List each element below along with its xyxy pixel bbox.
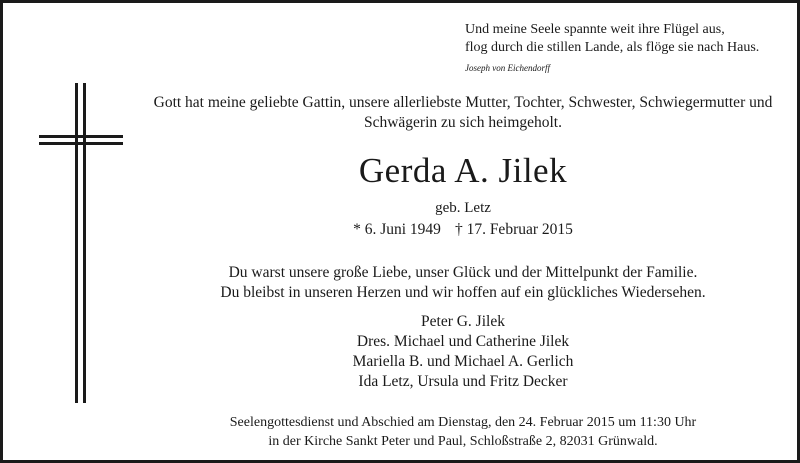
intro-text [123,93,800,133]
deceased-name: Gerda A. Jilek [358,151,568,190]
mourner-entry: Ida Letz, Ursula und Fritz Decker [358,373,568,390]
mourner-entry: Mariella B. und Michael A. Gerlich [352,353,574,370]
poem-author: Joseph von Eichendorff [465,63,550,73]
poem-quote [465,21,759,74]
service-line: Seelengottesdienst und Abschied am Dienstag, den 24. Februar 2015 um 11:30 Uhr [229,415,697,430]
service-info [123,413,800,451]
message-line: Du bleibst in unseren Herzen und wir hoffen auf ein glückliches Wiedersehen. [220,284,706,301]
message-line: Du warst unsere große Liebe, unser Glück und der Mittelpunkt der Familie. [228,264,698,281]
death-date: † 17. Februar 2015 [454,221,573,238]
intro-line: Schwägerin zu sich heimgeholt. [363,114,562,131]
poem-line: Und meine Seele spannte weit ihre Flügel aus, [465,22,725,37]
poem-line: flog durch die stillen Lande, als flöge sie nach Haus. [465,40,760,55]
mourner-entry: Peter G. Jilek [421,313,505,330]
intro-line: Gott hat meine geliebte Gattin, unsere allerliebste Mutter, Tochter, Schwester, Schwiegermutter und [153,94,773,111]
mourners-list [123,312,800,392]
maiden-name: geb. Letz [435,200,491,216]
farewell-message [123,263,800,303]
mourner-entry: Dres. Michael und Catherine Jilek [356,333,570,350]
service-line: in der Kirche Sankt Peter und Paul, Schloßstraße 2, 82031 Grünwald. [268,434,658,449]
birth-date: * 6. Juni 1949 [353,221,441,238]
life-dates [123,220,800,240]
